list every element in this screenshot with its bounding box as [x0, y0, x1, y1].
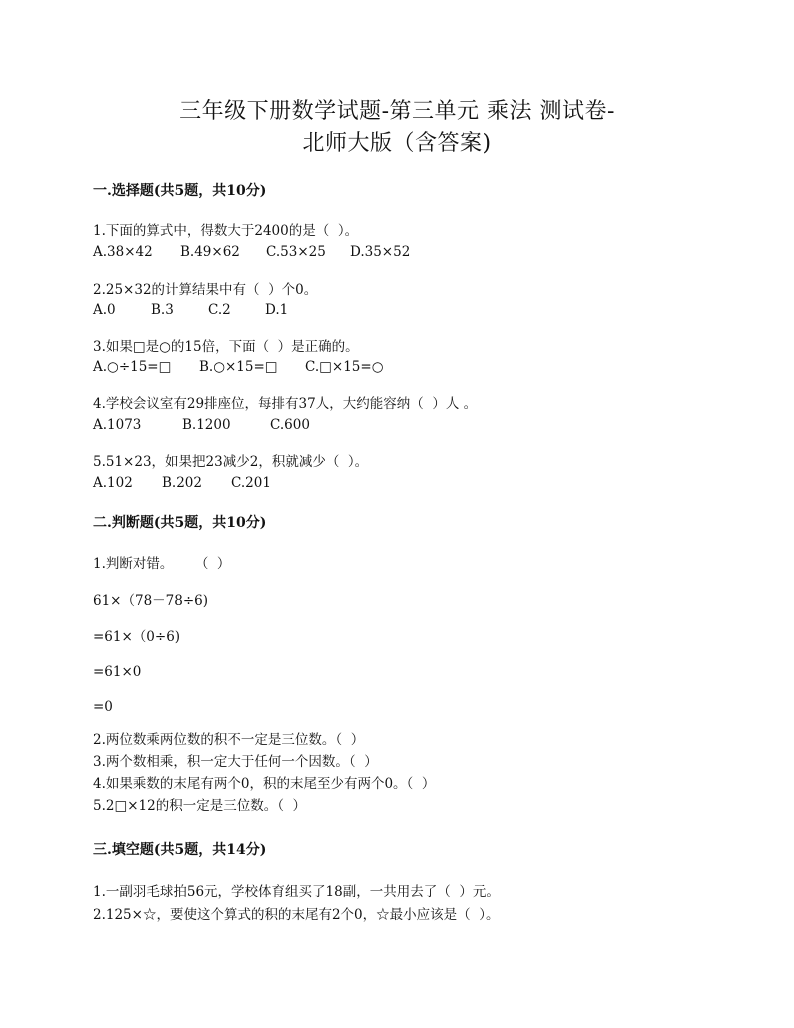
choice-q4-stem: 4.学校会议室有29排座位，每排有37人，大约能容纳（ ）人 。 [93, 396, 478, 412]
choice-q1-option-a: A.38×42 [93, 244, 153, 260]
judge-q2: 2.两位数乘两位数的积不一定是三位数。（ ） [93, 732, 365, 748]
choice-q2-stem: 2.25×32的计算结果中有（ ）个0。 [93, 282, 318, 298]
section-heading-fill: 三.填空题(共5题，共14分) [93, 842, 267, 858]
choice-q1-option-b: B.49×62 [180, 244, 240, 260]
section-heading-choice: 一.选择题(共5题，共10分) [93, 183, 267, 199]
choice-q1-option-d: D.35×52 [350, 244, 411, 260]
judge-q4: 4.如果乘数的末尾有两个0，积的末尾至少有两个0。（ ） [93, 776, 436, 792]
judge-q5: 5.2□×12的积一定是三位数。（ ） [93, 798, 307, 814]
fill-q1: 1.一副羽毛球拍56元，学校体育组买了18副，一共用去了（ ）元。 [93, 884, 500, 900]
judge-calc-line-1: 61×（78－78÷6) [93, 593, 209, 609]
fill-q2: 2.125×☆，要使这个算式的积的末尾有2个0，☆最小应该是（ ）。 [93, 907, 500, 923]
choice-q2-option-b: B.3 [151, 302, 174, 318]
judge-q3: 3.两个数相乘，积一定大于任何一个因数。（ ） [93, 754, 378, 770]
choice-q2-option-d: D.1 [265, 302, 289, 318]
section-heading-judge: 二.判断题(共5题，共10分) [93, 515, 267, 531]
page-title-line1: 三年级下册数学试题-第三单元 乘法 测试卷- [179, 99, 615, 124]
page-title-line2: 北师大版（含答案) [302, 131, 492, 156]
choice-q5-stem: 5.51×23，如果把23减少2，积就减少（ ）。 [93, 454, 369, 470]
choice-q2-option-c: C.2 [208, 302, 231, 318]
judge-calc-line-4: =0 [93, 699, 113, 715]
judge-q1: 1.判断对错。 （ ） [93, 556, 231, 572]
choice-q3-option-c: C.□×15=○ [305, 359, 384, 375]
choice-q3-option-a: A.○÷15=□ [93, 359, 172, 375]
choice-q1-option-c: C.53×25 [266, 244, 326, 260]
choice-q3-option-b: B.○×15=□ [199, 359, 278, 375]
choice-q4-option-b: B.1200 [182, 417, 231, 433]
choice-q4-option-c: C.600 [270, 417, 310, 433]
choice-q5-option-a: A.102 [93, 475, 133, 491]
choice-q2-option-a: A.0 [93, 302, 116, 318]
choice-q5-option-b: B.202 [162, 475, 202, 491]
choice-q3-stem: 3.如果□是○的15倍，下面（ ）是正确的。 [93, 339, 359, 355]
judge-calc-line-3: =61×0 [93, 664, 142, 680]
choice-q4-option-a: A.1073 [93, 417, 142, 433]
choice-q5-option-c: C.201 [231, 475, 271, 491]
judge-calc-line-2: =61×（0÷6) [93, 629, 181, 645]
choice-q1-stem: 1.下面的算式中，得数大于2400的是（ ）。 [93, 223, 359, 239]
